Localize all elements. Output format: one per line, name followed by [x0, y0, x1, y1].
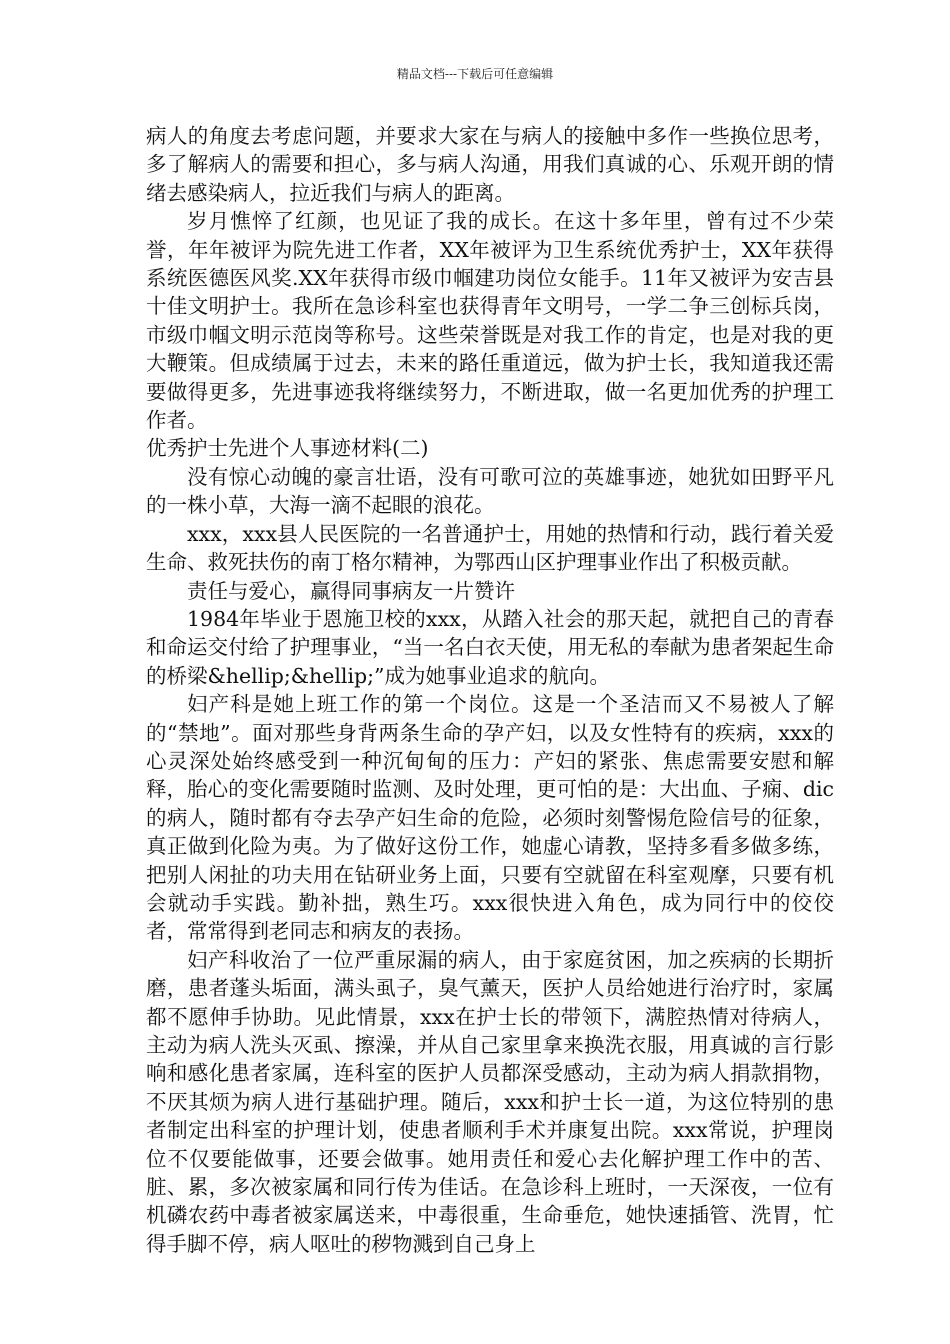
page-header-watermark: 精品文档---下载后可任意编辑: [396, 67, 554, 81]
paragraph-continuation: 病人的角度去考虑问题，并要求大家在与病人的接触中多作一些换位思考，多了解病人的需要和担心，多与病人沟通，用我们真诚的心、乐观开朗的情绪去感染病人，拉近我们与病人的距离。: [146, 124, 834, 205]
paragraph-graduation: 1984年毕业于恩施卫校的xxx，从踏入社会的那天起，就把自己的青春和命运交付给了护理事业，“当一名白衣天使，用无私的奉献为患者架起生命的桥梁&hellip;&hellip;”成为她事业追求的航向。: [146, 606, 834, 688]
paragraph-nurse-description: xxx，xxx县人民医院的一名普通护士，用她的热情和行动，践行着关爱生命、救死扶伤的南丁格尔精神，为鄂西山区护理事业作出了积极贡献。: [146, 521, 834, 575]
paragraph-patient-story: 妇产科收治了一位严重尿漏的病人，由于家庭贫困，加之疾病的长期折磨，患者蓬头垢面，满头虱子，臭气薰天，医护人员给她进行治疗时，家属都不愿伸手协助。见此情景，xxx在护士长的带领下，满腔热情对待病人，主动为病人洗头灭虱、擦澡，并从自己家里拿来换洗衣服，用真诚的言行影响和感化患者家属，连科室的医护人员都深受感动，主动为病人捐款捐物，不厌其烦为病人进行基础护理。随后，xxx和护士长一道，为这位特别的患者制定出科室的护理计划，使患者顺利手术并康复出院。xxx常说，护理岗位不仅要能做事，还要会做事。她用责任和爱心去化解护理工作中的苦、脏、累，多次被家属和同行传为佳话。在急诊科上班时，一天深夜，一位有机磷农药中毒者被家属送来，中毒很重，生命垂危，她快速插管、洗胃，忙得手脚不停，病人呕吐的秽物溅到自己身上: [146, 947, 834, 1256]
section-title: 优秀护士先进个人事迹材料(二): [146, 436, 429, 461]
paragraph-intro: 没有惊心动魄的豪言壮语，没有可歌可泣的英雄事迹，她犹如田野平凡的一株小草，大海一滴不起眼的浪花。: [146, 464, 834, 518]
paragraph-honors: 岁月憔悴了红颜，也见证了我的成长。在这十多年里，曾有过不少荣誉，年年被评为院先进工作者，XX年被评为卫生系统优秀护士，XX年获得系统医德医风奖.XX年获得市级巾帼建功岗位女能手。11年又被评为安吉县十佳文明护士。我所在急诊科室也获得青年文明号，一学二争三创标兵岗，市级巾帼文明示范岗等称号。这些荣誉既是对我工作的肯定，也是对我的更大鞭策。但成绩属于过去，未来的路任重道远，做为护士长，我知道我还需要做得更多，先进事迹我将继续努力，不断进取，做一名更加优秀的护理工作者。: [146, 209, 834, 433]
document-body: [146, 122, 834, 1258]
paragraph-obstetrics: 妇产科是她上班工作的第一个岗位。这是一个圣洁而又不易被人了解的“禁地”。面对那些身背两条生命的孕产妇，以及女性特有的疾病，xxx的心灵深处始终感受到一种沉甸甸的压力：产妇的紧张、焦虑需要安慰和解释，胎心的变化需要随时监测、及时处理，更可怕的是：大出血、子痫、dic的病人，随时都有夺去孕产妇生命的危险，必须时刻警惕危险信号的征象，真正做到化险为夷。为了做好这份工作，她虚心请教，坚持多看多做多练，把别人闲扯的功夫用在钻研业务上面，只要有空就留在科室观摩，只要有机会就动手实践。勤补拙，熟生巧。xxx很快进入角色，成为同行中的佼佼者，常常得到老同志和病友的表扬。: [146, 692, 834, 944]
subheading-responsibility: 责任与爱心，赢得同事病友一片赞许: [187, 578, 515, 603]
